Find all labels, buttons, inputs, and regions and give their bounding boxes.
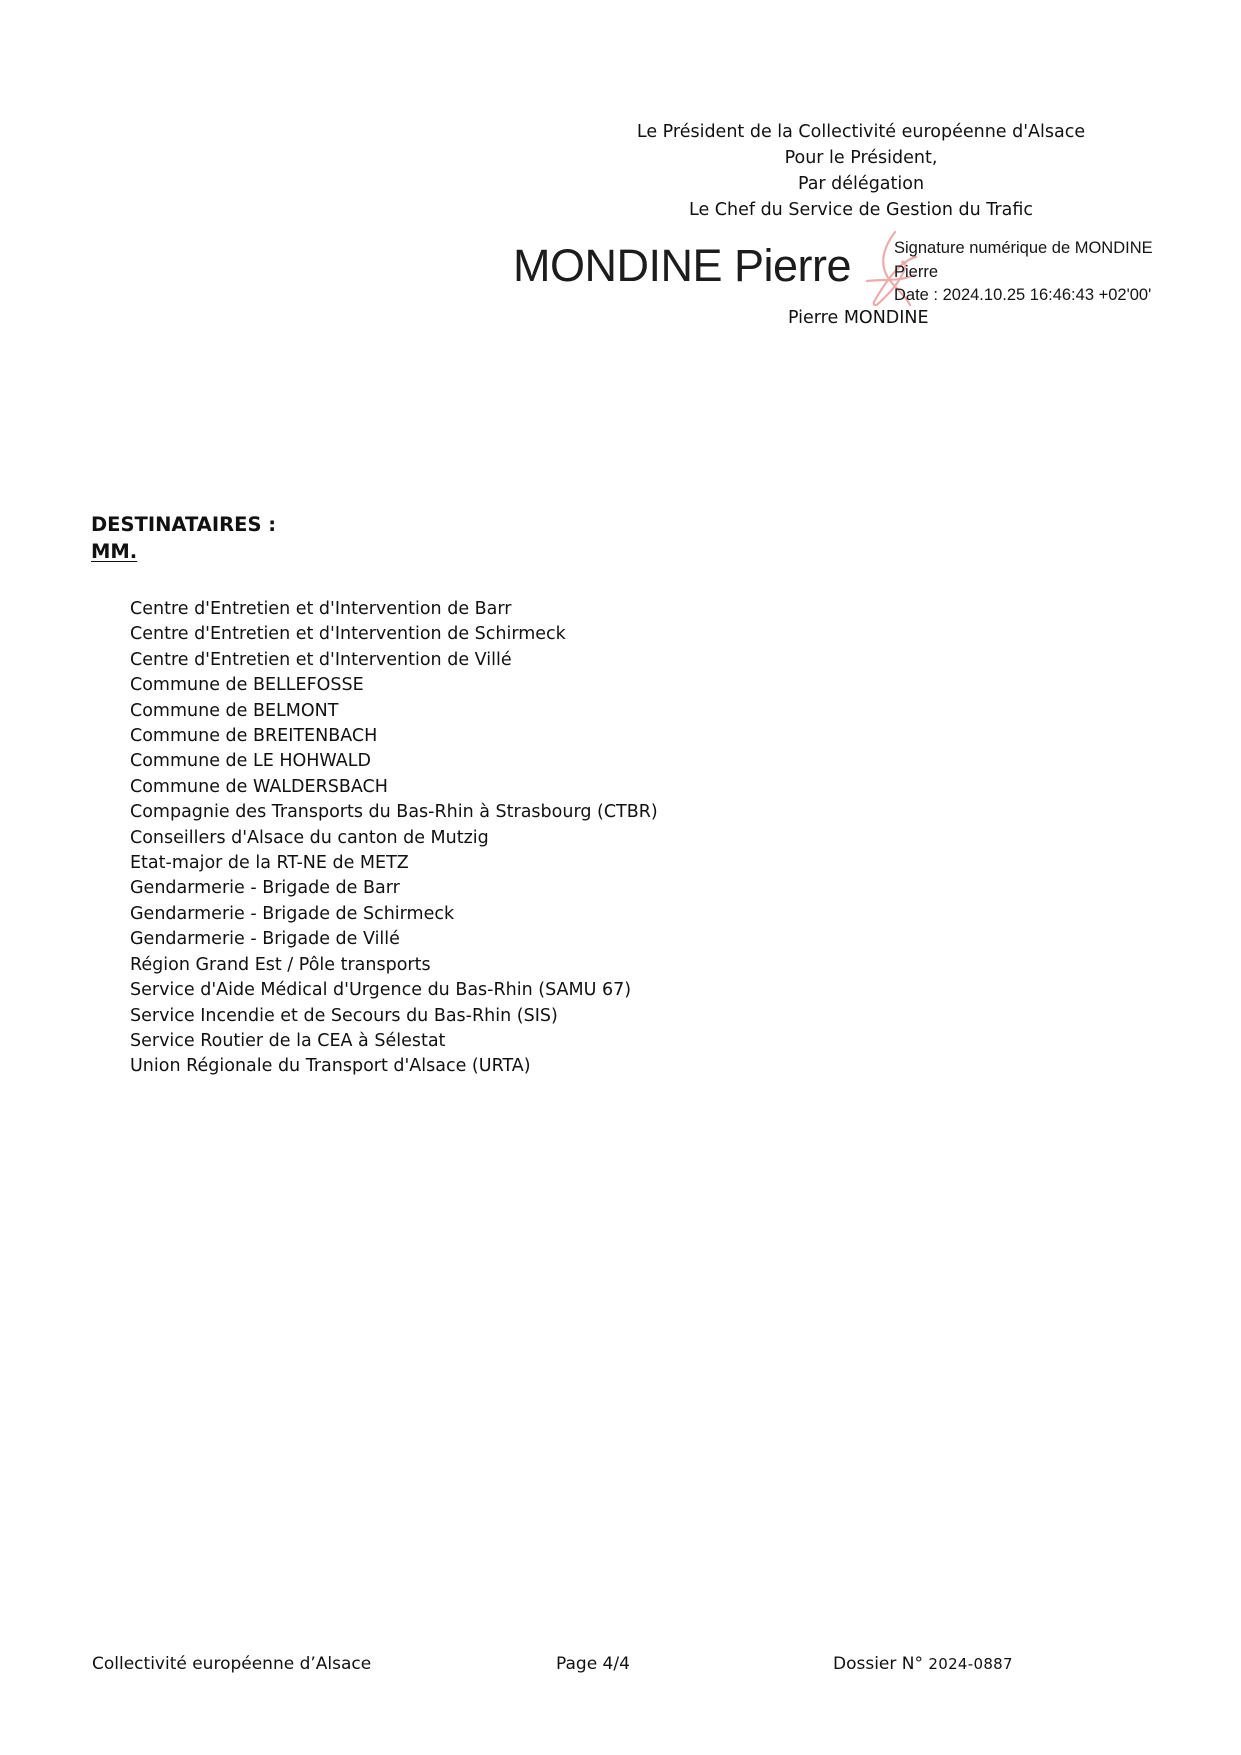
recipient-item: Service d'Aide Médical d'Urgence du Bas-Rhin (SAMU 67): [130, 980, 632, 1001]
recipient-item: Commune de BREITENBACH: [130, 726, 378, 747]
recipients-subheading: MM.: [91, 540, 138, 563]
footer-page-number: Page 4/4: [556, 1654, 630, 1674]
dossier-label: Dossier N°: [833, 1654, 923, 1674]
recipient-item: Commune de BELMONT: [130, 700, 339, 721]
recipient-item: Service Routier de la CEA à Sélestat: [130, 1030, 446, 1051]
recipient-item: Commune de BELLEFOSSE: [130, 675, 364, 696]
recipient-item: Compagnie des Transports du Bas-Rhin à Strasbourg (CTBR): [130, 802, 658, 823]
closing-line: Par délégation: [797, 174, 925, 194]
recipient-item: Conseillers d'Alsace du canton de Mutzig: [130, 827, 489, 848]
signature-name-text: MONDINE Pierre: [513, 240, 852, 291]
recipient-item: Gendarmerie - Brigade de Barr: [130, 878, 400, 899]
closing-titles-block: [486, 119, 1236, 223]
signature-details-line: Signature numérique de MONDINE: [894, 239, 1153, 257]
recipient-item: Union Régionale du Transport d'Alsace (URTA): [130, 1056, 531, 1077]
closing-line: Le Président de la Collectivité européenne d'Alsace: [636, 122, 1086, 142]
recipient-list: [130, 597, 658, 1080]
recipient-item: Région Grand Est / Pôle transports: [130, 954, 431, 975]
recipient-item: Gendarmerie - Brigade de Villé: [130, 929, 400, 950]
signer-printed-name: Pierre MONDINE: [788, 308, 929, 328]
recipient-item: Commune de LE HOHWALD: [130, 751, 371, 772]
recipient-item: Etat-major de la RT-NE de METZ: [130, 853, 409, 874]
recipient-item: Centre d'Entretien et d'Intervention de Schirmeck: [130, 624, 566, 645]
recipient-item: Centre d'Entretien et d'Intervention de Villé: [130, 649, 512, 670]
recipient-item: Gendarmerie - Brigade de Schirmeck: [130, 903, 455, 924]
footer-organization: Collectivité européenne d’Alsace: [92, 1654, 372, 1674]
recipient-item: Centre d'Entretien et d'Intervention de Barr: [130, 599, 512, 619]
signature-details-line: Date : 2024.10.25 16:46:43 +02'00': [894, 286, 1152, 304]
closing-line: Le Chef du Service de Gestion du Trafic: [689, 200, 1033, 220]
closing-line: Pour le Président,: [784, 148, 938, 168]
footer-dossier-number: [833, 1654, 1013, 1674]
signature-details: [894, 237, 1153, 308]
signature-details-line: Pierre: [894, 262, 939, 281]
recipient-item: Service Incendie et de Secours du Bas-Rhin (SIS): [130, 1005, 558, 1026]
recipients-heading: DESTINATAIRES :: [91, 513, 277, 536]
dossier-value: 2024-0887: [928, 1655, 1013, 1673]
recipient-item: Commune de WALDERSBACH: [130, 776, 388, 797]
